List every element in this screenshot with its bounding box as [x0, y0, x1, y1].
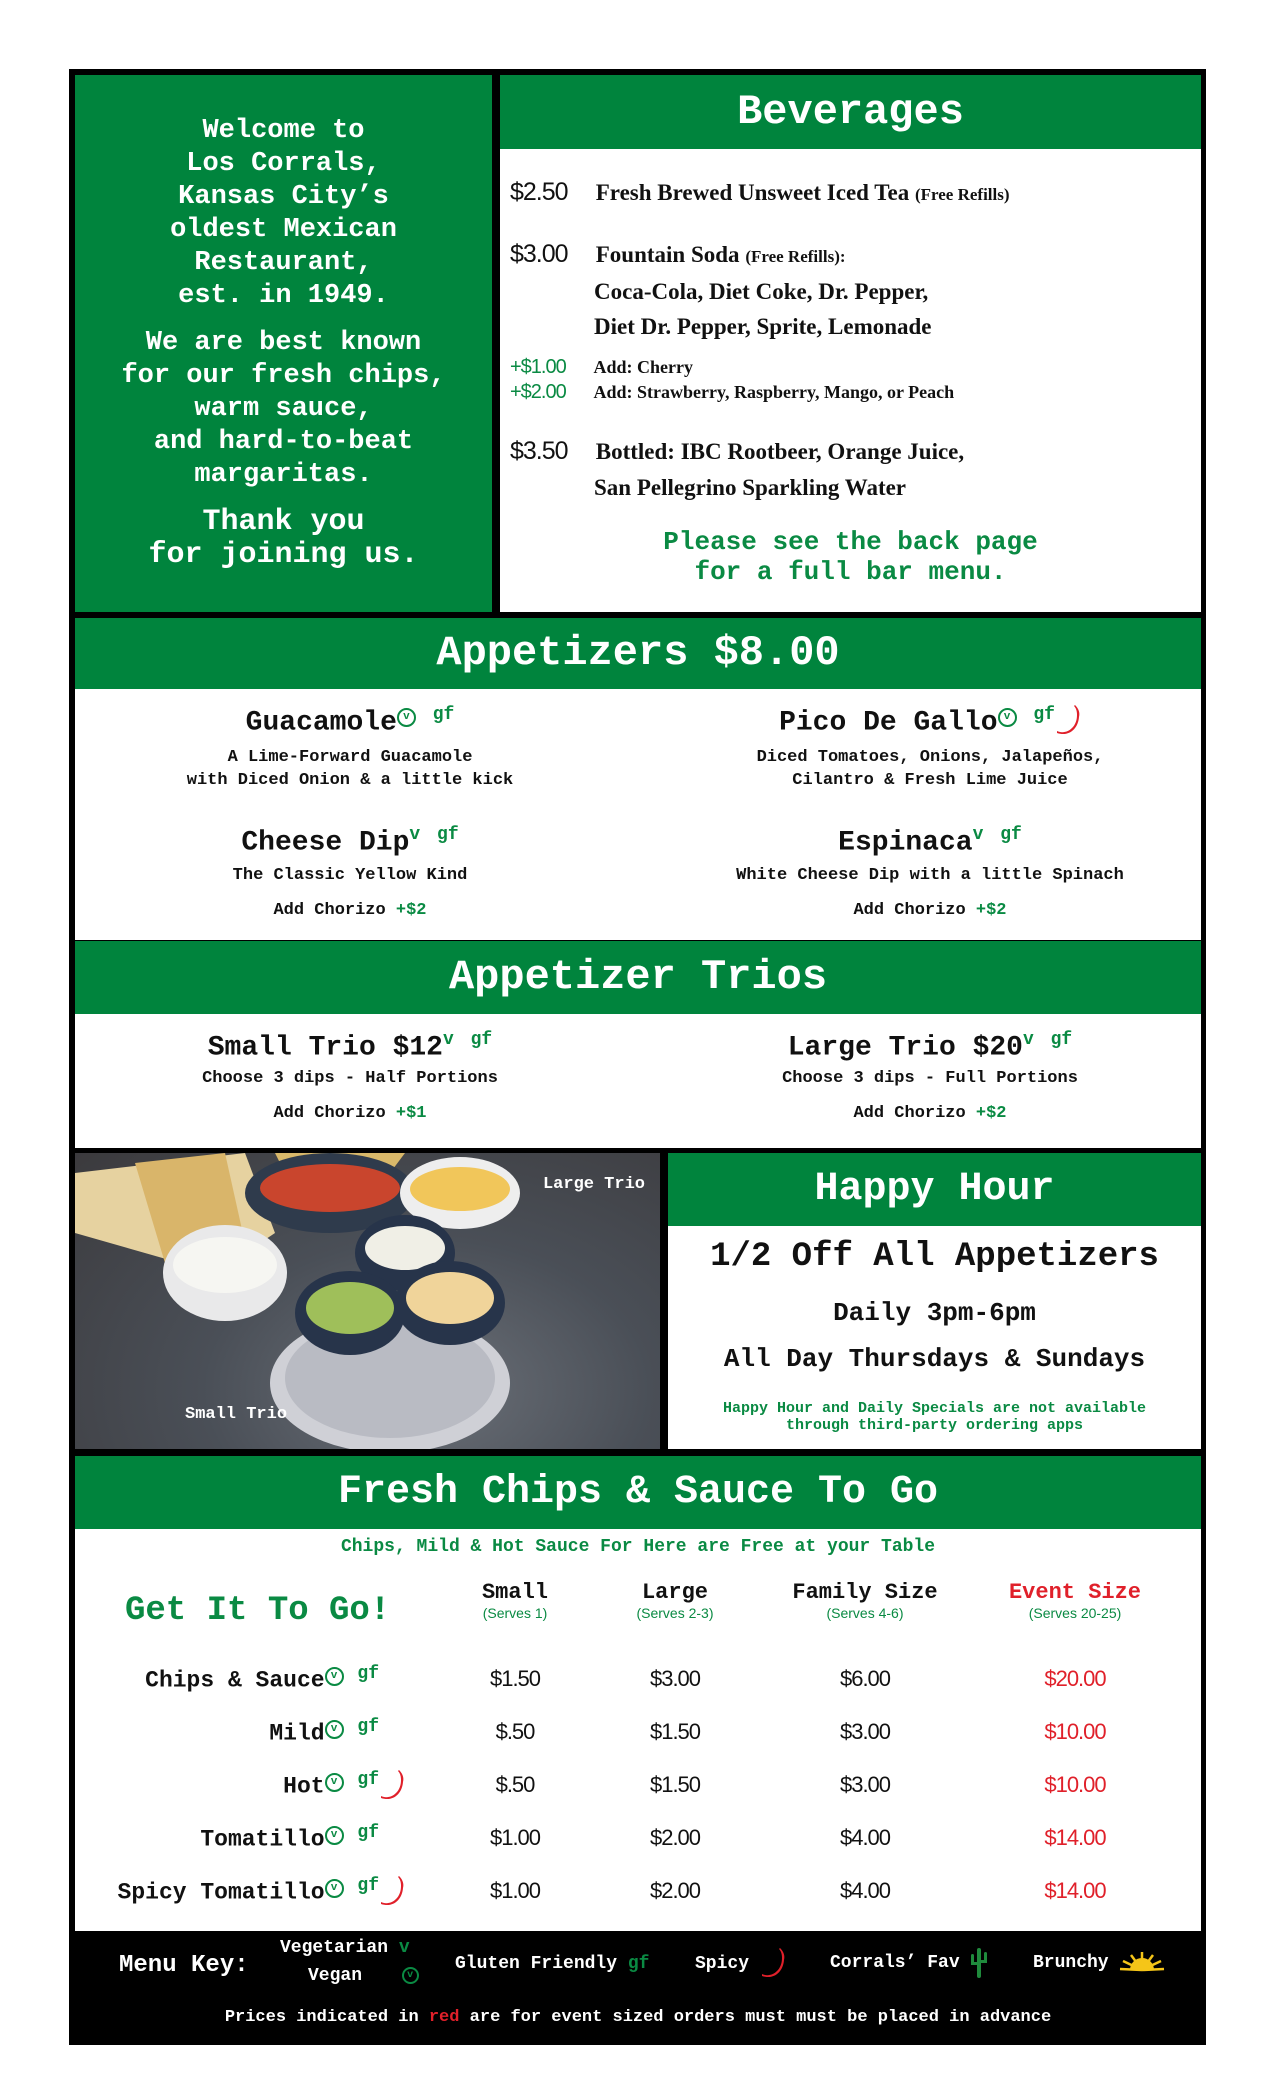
happy-hour-header — [668, 1153, 1201, 1226]
welcome-line: oldest Mexican — [170, 215, 397, 245]
gluten-friendly-icon: gf — [1000, 825, 1022, 845]
gluten-friendly-icon: gf — [432, 705, 455, 725]
beverage-note: (Free Refills) — [914, 185, 1010, 204]
column-label: Small — [481, 1580, 548, 1605]
add-chorizo-label: Add Chorizo — [273, 901, 386, 921]
happy-hour-daily: Daily 3pm-6pm — [833, 1298, 1036, 1328]
trio-item-large — [690, 1030, 1170, 1123]
gluten-friendly-icon: gf — [1033, 705, 1055, 725]
gluten-friendly-icon: gf — [357, 1876, 379, 1896]
beverage-price: $3.00 — [510, 240, 568, 268]
welcome-line: Kansas City’s — [178, 182, 389, 212]
vegan-icon: v — [325, 1667, 344, 1686]
bar-menu-note — [500, 527, 1201, 587]
price-cell: $1.50 — [489, 1666, 541, 1691]
column-label: Large — [641, 1580, 708, 1605]
item-desc: The Classic Yellow Kind — [232, 866, 468, 886]
welcome-thanks: for joining us. — [148, 538, 419, 572]
item-desc: White Cheese Dip with a little Spinach — [736, 866, 1124, 886]
spicy-chili-icon — [379, 1770, 405, 1802]
vegetarian-icon: v — [972, 825, 984, 845]
column-serves: (Serves 4-6) — [826, 1605, 904, 1621]
menu-key-spicy — [695, 1948, 786, 1980]
item-name: Espinaca — [838, 827, 973, 859]
row-labels — [75, 1580, 405, 1920]
row-name: Mild — [269, 1720, 325, 1747]
price-cell: $3.00 — [839, 1772, 891, 1797]
event-price-note — [75, 2008, 1201, 2027]
welcome-line: Los Corrals, — [186, 149, 381, 179]
row-label-tomatillo — [200, 1823, 405, 1853]
key-label: Vegan — [308, 1966, 363, 1986]
gluten-friendly-icon: gf — [357, 1823, 379, 1843]
appetizer-item-cheese-dip — [120, 825, 580, 920]
column-serves: (Serves 2-3) — [636, 1605, 714, 1621]
bar-menu-note-line: Please see the back page — [663, 527, 1038, 557]
item-desc: Diced Tomatoes, Onions, Jalapeños, — [756, 748, 1104, 768]
key-label: Spicy — [695, 1954, 750, 1974]
gluten-friendly-icon: gf — [357, 1717, 379, 1737]
get-it-to-go-heading: Get It To Go! — [125, 1592, 391, 1630]
note-red-word: red — [428, 2008, 460, 2027]
beverage-price: $2.50 — [510, 178, 568, 206]
appetizers-title: Appetizers $8.00 — [436, 629, 840, 677]
add-chorizo-price: +$2 — [975, 1104, 1007, 1124]
row-name: Spicy Tomatillo — [117, 1879, 325, 1906]
key-label: Corrals’ Fav — [830, 1953, 960, 1973]
column-header-family — [755, 1580, 975, 1621]
beverage-options: San Pellegrino Sparkling Water — [594, 475, 907, 500]
key-label: Vegetarian — [280, 1938, 389, 1958]
vegan-icon: v — [402, 1967, 419, 1984]
welcome-line: warm sauce, — [194, 394, 373, 424]
row-label-mild — [269, 1717, 405, 1747]
gluten-friendly-icon: gf — [470, 1030, 493, 1050]
price-cell: $3.00 — [839, 1719, 891, 1744]
item-desc: Choose 3 dips - Half Portions — [202, 1069, 498, 1089]
gluten-friendly-icon: gf — [437, 825, 459, 845]
price-cell: $2.00 — [649, 1825, 701, 1850]
vegetarian-icon: v — [409, 825, 421, 845]
beverage-name: Bottled: IBC Rootbeer, Orange Juice, — [595, 439, 965, 464]
spicy-chili-icon — [760, 1948, 786, 1980]
spicy-chili-icon — [379, 1876, 405, 1908]
addon-price: +$2.00 — [510, 381, 566, 403]
column-label: Event Size — [1008, 1580, 1142, 1605]
trios-title: Appetizer Trios — [448, 953, 828, 1001]
trio-item-small — [120, 1030, 580, 1123]
vegan-icon: v — [397, 708, 416, 727]
row-label-chips-sauce — [145, 1664, 405, 1694]
event-price-cell: $14.00 — [1044, 1825, 1106, 1850]
price-cell: $6.00 — [839, 1666, 891, 1691]
item-name: Large Trio $20 — [787, 1032, 1023, 1064]
gluten-friendly-icon: gf — [627, 1954, 650, 1974]
price-cell: $1.00 — [489, 1825, 541, 1850]
add-chorizo-label: Add Chorizo — [853, 901, 966, 921]
column-serves: (Serves 20-25) — [1028, 1605, 1122, 1621]
item-desc: with Diced Onion & a little kick — [186, 771, 514, 791]
chips-header — [75, 1456, 1201, 1529]
add-chorizo-price: +$1 — [395, 1104, 427, 1124]
happy-hour-headline: 1/2 Off All Appetizers — [710, 1238, 1159, 1276]
trios-header — [75, 941, 1201, 1014]
add-chorizo-label: Add Chorizo — [853, 1104, 966, 1124]
menu-key-label: Menu Key: — [119, 1952, 249, 1979]
cactus-icon — [970, 1946, 988, 1980]
beverage-name: Fresh Brewed Unsweet Iced Tea — [595, 180, 910, 205]
addon-name: Add: Strawberry, Raspberry, Mango, or Peach — [593, 382, 955, 402]
beverages-title: Beverages — [737, 88, 964, 136]
appetizers-header — [75, 618, 1201, 689]
column-header-small — [435, 1580, 595, 1621]
beverage-options: Coca-Cola, Diet Coke, Dr. Pepper, — [594, 279, 929, 304]
appetizer-item-pico — [690, 705, 1170, 792]
appetizer-trio-photo — [75, 1153, 660, 1449]
disclaimer-line: Happy Hour and Daily Specials are not available — [722, 1400, 1147, 1417]
price-cell: $4.00 — [839, 1878, 891, 1903]
welcome-panel — [75, 75, 492, 612]
beverage-addon — [510, 381, 954, 404]
menu-key-vegetarian — [280, 1938, 410, 1958]
vegan-icon: v — [998, 708, 1017, 727]
disclaimer-line: through third-party ordering apps — [785, 1417, 1084, 1434]
welcome-line: and hard-to-beat — [153, 427, 414, 457]
vegetarian-icon: v — [443, 1030, 454, 1050]
beverage-options: Diet Dr. Pepper, Sprite, Lemonade — [594, 314, 932, 339]
sun-icon — [1119, 1950, 1165, 1976]
welcome-line: We are best known — [145, 328, 422, 358]
gluten-friendly-icon: gf — [1050, 1030, 1073, 1050]
happy-hour-title: Happy Hour — [814, 1167, 1055, 1212]
add-chorizo-price: +$2 — [975, 901, 1007, 921]
row-name: Chips & Sauce — [145, 1667, 325, 1694]
gluten-friendly-icon: gf — [357, 1664, 379, 1684]
row-label-hot — [283, 1770, 405, 1802]
note-text: are for event sized orders must must be placed in advance — [469, 2008, 1052, 2027]
item-name: Cheese Dip — [241, 827, 410, 859]
appetizer-item-espinaca — [690, 825, 1170, 920]
happy-hour-disclaimer — [668, 1400, 1201, 1434]
gluten-friendly-icon: gf — [357, 1770, 379, 1790]
item-desc: A Lime-Forward Guacamole — [227, 748, 473, 768]
chips-table — [75, 1580, 1201, 1920]
price-cell: $1.50 — [649, 1772, 701, 1797]
add-chorizo-price: +$2 — [395, 901, 427, 921]
photo-label-small-trio: Small Trio — [185, 1405, 288, 1424]
item-desc: Cilantro & Fresh Lime Juice — [792, 771, 1068, 791]
menu-key-vegan — [308, 1966, 419, 1986]
beverage-name: Fountain Soda — [595, 242, 740, 267]
menu-key-fav — [830, 1946, 988, 1980]
event-price-cell: $10.00 — [1044, 1772, 1106, 1797]
menu-key-brunchy — [1033, 1950, 1165, 1976]
chips-subtitle: Chips, Mild & Hot Sauce For Here are Free at your Table — [340, 1537, 936, 1557]
vegan-icon: v — [325, 1879, 344, 1898]
note-text: Prices indicated in — [224, 2008, 419, 2027]
key-label: Gluten Friendly — [455, 1954, 618, 1974]
beverages-header — [500, 75, 1201, 149]
row-label-spicy-tomatillo — [118, 1876, 405, 1908]
welcome-line: Restaurant, — [194, 248, 373, 278]
welcome-line: margaritas. — [194, 460, 373, 490]
welcome-line: est. in 1949. — [178, 281, 389, 311]
event-price-cell: $10.00 — [1044, 1719, 1106, 1744]
column-label: Family Size — [792, 1580, 938, 1605]
price-cell: $1.00 — [489, 1878, 541, 1903]
event-price-cell: $14.00 — [1044, 1878, 1106, 1903]
vegan-icon: v — [325, 1773, 344, 1792]
vegetarian-icon: v — [1023, 1030, 1034, 1050]
column-serves: (Serves 1) — [482, 1605, 548, 1621]
price-cell: $.50 — [495, 1772, 535, 1797]
vegan-icon: v — [325, 1826, 344, 1845]
row-name: Tomatillo — [200, 1826, 325, 1853]
add-chorizo-label: Add Chorizo — [273, 1104, 386, 1124]
menu-key-footer — [75, 1932, 1201, 2040]
beverage-addon — [510, 356, 693, 379]
item-name: Pico De Gallo — [779, 707, 998, 739]
beverage-price: $3.50 — [510, 437, 568, 465]
key-label: Brunchy — [1033, 1953, 1109, 1973]
beverage-item — [510, 237, 932, 344]
addon-price: +$1.00 — [510, 356, 566, 378]
menu-key-gluten — [455, 1954, 649, 1974]
chips-title: Fresh Chips & Sauce To Go — [337, 1470, 939, 1515]
photo-label-large-trio: Large Trio — [542, 1175, 645, 1194]
trio-photo-illustration — [75, 1153, 660, 1449]
item-desc: Choose 3 dips - Full Portions — [782, 1069, 1078, 1089]
price-cell: $1.50 — [649, 1719, 701, 1744]
item-name: Guacamole — [245, 707, 397, 739]
price-cell: $.50 — [495, 1719, 535, 1744]
column-header-event — [965, 1580, 1185, 1621]
price-cell: $3.00 — [649, 1666, 701, 1691]
event-price-cell: $20.00 — [1044, 1666, 1106, 1691]
welcome-thanks: Thank you — [202, 505, 365, 539]
bar-menu-note-line: for a full bar menu. — [694, 557, 1007, 587]
price-cell: $2.00 — [649, 1878, 701, 1903]
spicy-chili-icon — [1055, 705, 1081, 737]
beverage-item — [510, 433, 964, 506]
price-cell: $4.00 — [839, 1825, 891, 1850]
vegetarian-icon: v — [398, 1938, 410, 1958]
item-name: Small Trio $12 — [207, 1032, 443, 1064]
beverage-note: (Free Refills): — [745, 247, 846, 266]
column-header-large — [585, 1580, 765, 1621]
appetizer-item-guacamole — [120, 705, 580, 792]
vegan-icon: v — [325, 1720, 344, 1739]
happy-hour-days: All Day Thursdays & Sundays — [723, 1344, 1146, 1374]
beverage-item — [510, 178, 1010, 207]
addon-name: Add: Cherry — [593, 357, 694, 377]
welcome-line: for our fresh chips, — [121, 361, 446, 391]
row-name: Hot — [283, 1773, 325, 1800]
welcome-line: Welcome to — [202, 116, 365, 146]
